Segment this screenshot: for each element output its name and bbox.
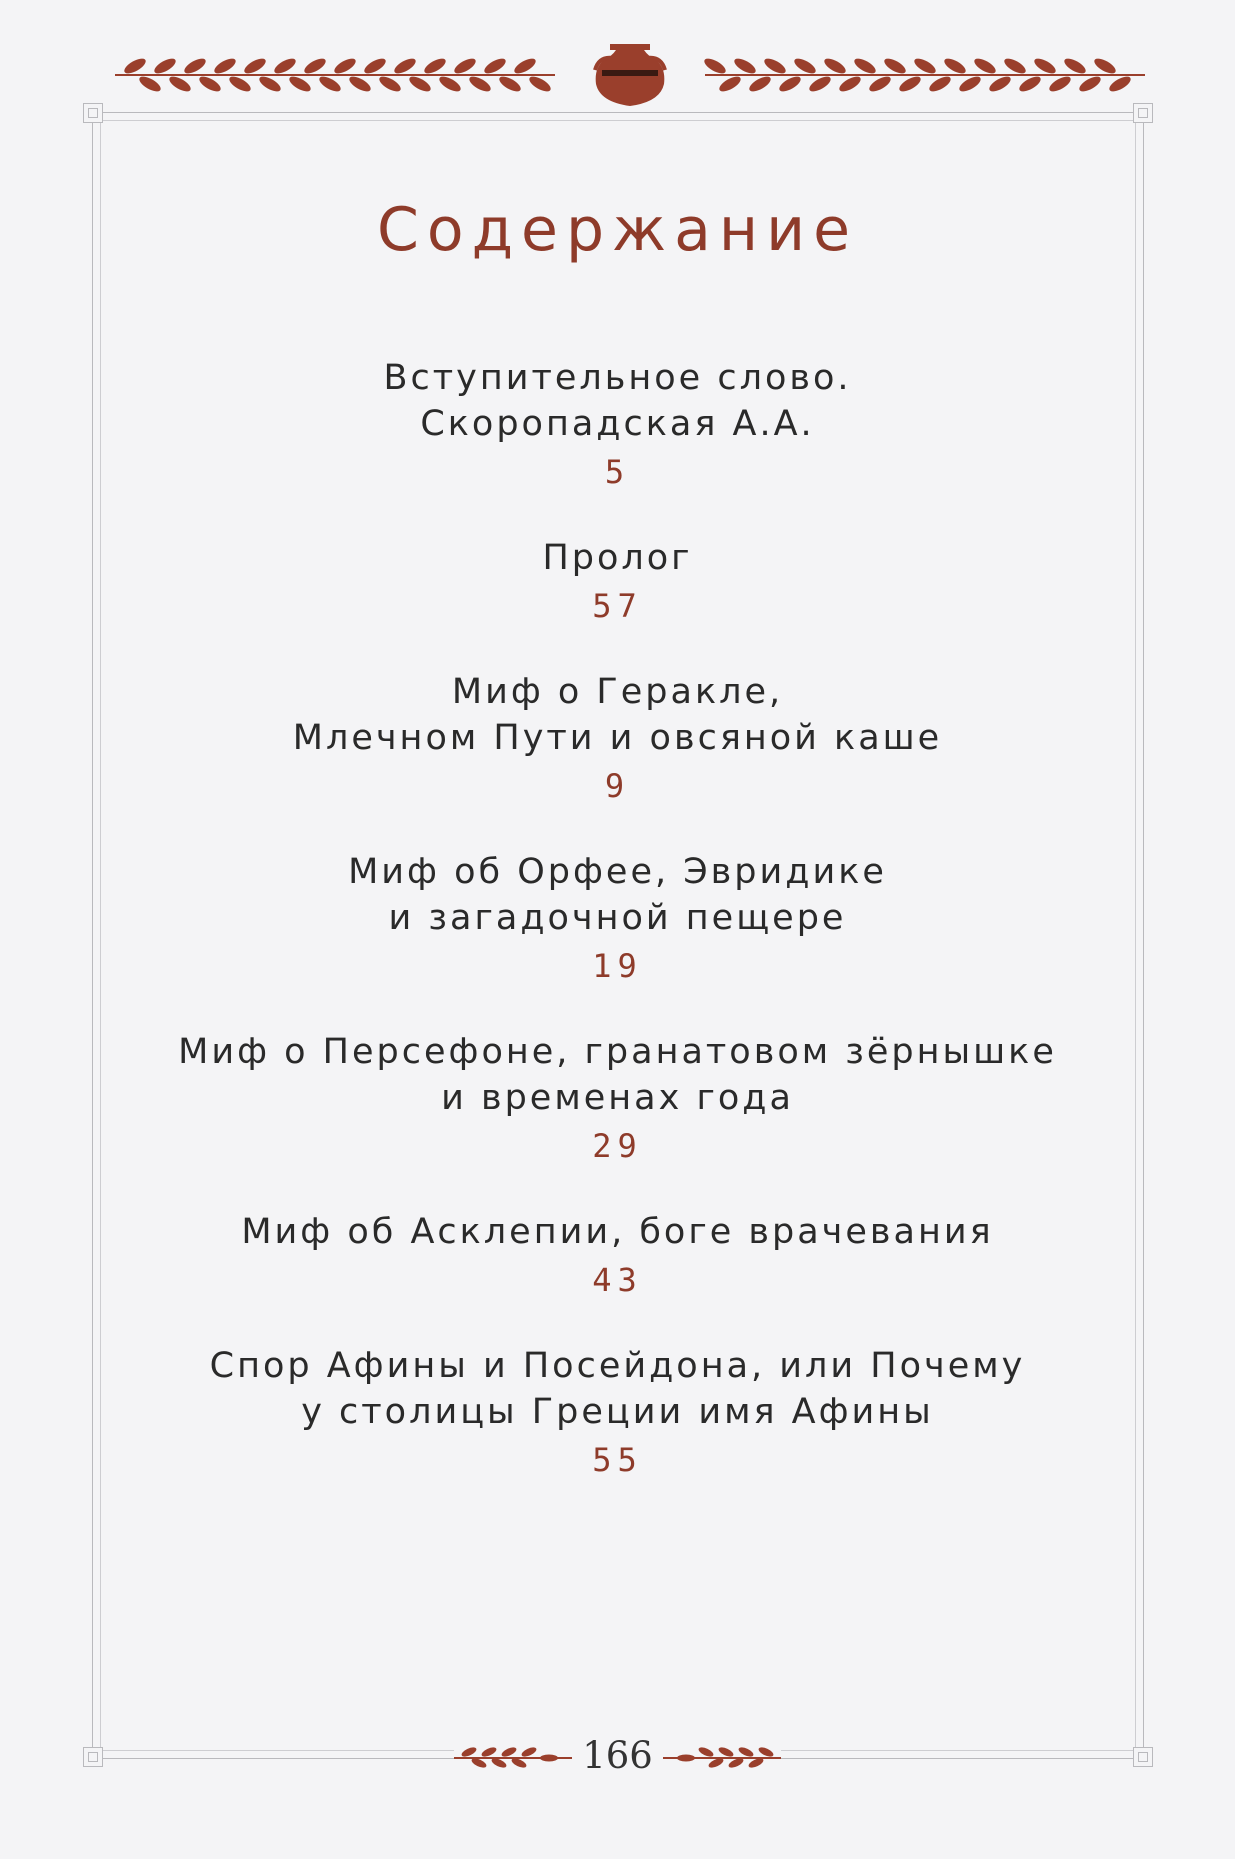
toc-entry-title: Миф о Геракле, Млечном Пути и овсяной каше <box>292 672 943 758</box>
laurel-leaf <box>1047 74 1073 95</box>
laurel-leaf <box>347 74 373 95</box>
laurel-leaf <box>182 56 208 77</box>
laurel-leaf <box>807 74 833 95</box>
laurel-leaf <box>422 56 448 77</box>
toc-list <box>0 355 1235 1481</box>
laurel-leaf <box>972 56 998 77</box>
toc-entry[interactable] <box>0 669 1235 807</box>
laurel-left-icon <box>454 1740 574 1770</box>
toc-entry[interactable] <box>0 355 1235 493</box>
laurel-leaf <box>1092 56 1118 77</box>
laurel-leaf <box>702 56 728 77</box>
laurel-leaf <box>987 74 1013 95</box>
toc-entry-page: 29 <box>592 1127 643 1165</box>
laurel-leaf <box>837 74 863 95</box>
laurel-leaf <box>137 74 163 95</box>
toc-entry-page: 5 <box>604 453 631 491</box>
page-title: Содержание <box>376 195 859 265</box>
laurel-leaf <box>497 74 523 95</box>
laurel-leaf <box>332 56 358 77</box>
frame-corner-top-left <box>83 103 103 123</box>
laurel-leaf <box>897 74 923 95</box>
laurel-leaf <box>822 56 848 77</box>
laurel-leaf <box>257 74 283 95</box>
laurel-leaf <box>927 74 953 95</box>
laurel-leaf <box>272 56 298 77</box>
laurel-leaf <box>882 56 908 77</box>
laurel-leaf <box>467 74 493 95</box>
laurel-leaf <box>362 56 388 77</box>
toc-entry-title: Миф об Асклепии, боге врачевания <box>241 1212 994 1252</box>
laurel-leaf <box>527 74 553 95</box>
laurel-leaf <box>482 56 508 77</box>
toc-entry-title: Спор Афины и Посейдона, или Почему у столицы Греции имя Афины <box>209 1346 1026 1432</box>
laurel-leaf <box>942 56 968 77</box>
laurel-leaf <box>197 74 223 95</box>
page-number: 166 <box>574 1734 661 1777</box>
toc-entry-title: Пролог <box>542 538 693 578</box>
laurel-leaf <box>762 56 788 77</box>
laurel-leaf <box>852 56 878 77</box>
laurel-leaf <box>1032 56 1058 77</box>
toc-entry[interactable] <box>0 1209 1235 1301</box>
laurel-leaf <box>212 56 238 77</box>
laurel-leaf <box>152 56 178 77</box>
toc-entry[interactable] <box>0 849 1235 987</box>
toc-entry[interactable] <box>0 1029 1235 1167</box>
laurel-leaf <box>452 56 478 77</box>
laurel-leaf <box>1077 74 1103 95</box>
laurel-leaf <box>512 56 538 77</box>
toc-entry-page: 19 <box>592 947 643 985</box>
laurel-leaf <box>287 74 313 95</box>
toc-entry-page: 43 <box>592 1261 643 1299</box>
laurel-leaf <box>792 56 818 77</box>
frame-corner-top-right <box>1133 103 1153 123</box>
toc-entry-title: Миф об Орфее, Эвридике и загадочной пещере <box>348 852 887 938</box>
laurel-leaf <box>1017 74 1043 95</box>
toc-entry-page: 57 <box>592 587 643 625</box>
laurel-leaf <box>392 56 418 77</box>
laurel-leaf <box>1107 74 1133 95</box>
laurel-leaf <box>867 74 893 95</box>
laurel-leaf <box>1062 56 1088 77</box>
laurel-leaf <box>912 56 938 77</box>
toc-entry-page: 9 <box>604 767 631 805</box>
toc-entry-page: 55 <box>592 1441 643 1479</box>
laurel-leaf <box>317 74 343 95</box>
laurel-leaf <box>437 74 463 95</box>
laurel-leaf <box>122 56 148 77</box>
toc-entry[interactable] <box>0 1343 1235 1481</box>
laurel-leaf <box>227 74 253 95</box>
laurel-amphora-ornament <box>105 30 1155 110</box>
toc-entry[interactable] <box>0 535 1235 627</box>
laurel-leaf <box>167 74 193 95</box>
toc-entry-title: Вступительное слово. Скоропадская А.А. <box>383 358 852 444</box>
laurel-leaf <box>302 56 328 77</box>
laurel-leaf <box>242 56 268 77</box>
laurel-leaf <box>1002 56 1028 77</box>
page-footer <box>0 1727 1235 1783</box>
laurel-leaf <box>377 74 403 95</box>
laurel-leaf <box>777 74 803 95</box>
laurel-leaf <box>732 56 758 77</box>
laurel-leaf <box>717 74 743 95</box>
amphora-icon <box>595 44 665 106</box>
toc-entry-title: Миф о Персефоне, гранатовом зёрнышке и временах года <box>178 1032 1057 1118</box>
laurel-leaf <box>747 74 773 95</box>
laurel-leaf <box>957 74 983 95</box>
laurel-leaf <box>407 74 433 95</box>
laurel-right-icon <box>661 1740 781 1770</box>
